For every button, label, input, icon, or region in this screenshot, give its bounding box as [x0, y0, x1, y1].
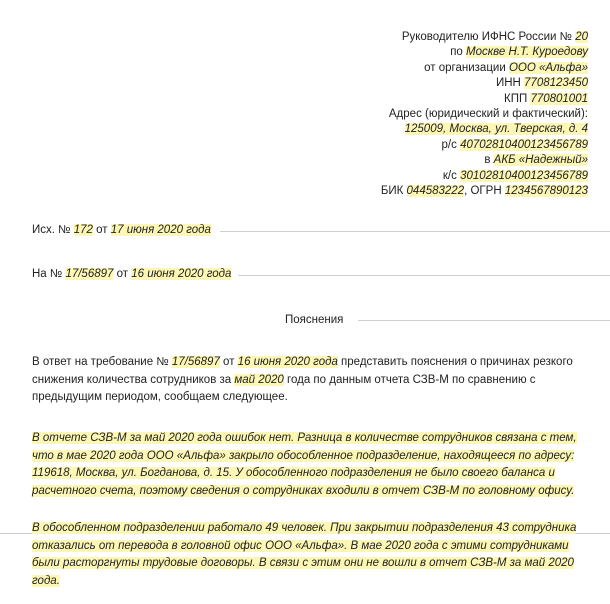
inn-line: ИНН 7708123450 — [495, 77, 588, 90]
ks-value: 30102810400123456789 — [460, 169, 588, 182]
incoming-date: 16 июня 2020 года — [131, 268, 232, 280]
divider — [358, 320, 610, 321]
sender-org: ООО «Альфа» — [508, 61, 588, 74]
rs-line: р/с 40702810400123456789 — [441, 138, 588, 151]
report-period: май 2020 — [234, 373, 284, 386]
rs-value: 40702810400123456789 — [460, 138, 588, 151]
divider — [238, 275, 610, 276]
outgoing-ref: Исх. № 172 от 17 июня 2020 года — [32, 224, 211, 236]
document-title: Пояснения — [285, 314, 344, 326]
addressee-line: Руководителю ИФНС России № 20 — [401, 31, 588, 43]
intro-paragraph: В ответ на требование № 17/56897 от 16 июня 2020 года представить пояснения о причинах резкого снижения количества сотрудников за май 2020 года по данным отчета СЗВ-М по сравнению с предыдущим периодом, сообщаем следующее. — [32, 356, 573, 403]
details-paragraph: В обособленном подразделении работало 49 человек. При закрытии подразделения 43 сотрудника отказались от перевода в головной офис ООО «Альфа». В мае 2020 года с этими сотрудниками были расторгнуты трудовые договоры. В связи с этим они не вошли в отчет СЗВ-М за май 2020 года. — [32, 522, 577, 587]
bik-value: 044583222 — [406, 185, 465, 198]
bank-line: в АКБ «Надежный» — [484, 154, 588, 167]
explanation-paragraph: В отчете СЗВ-М за май 2020 года ошибок нет. Разница в количестве сотрудников связана с тем, что в мае 2020 года ООО «Альфа» закрыло обособленное подразделение, находящееся по адресу: 119618, Москва, ул. Богданова, д. 15. У обособленного подразделения не было своего баланса и расчетного счета, поэтому сведения о сотрудниках входили в отчет СЗВ-М по головному офису. — [32, 432, 577, 497]
incoming-number: 17/56897 — [65, 268, 114, 280]
bank-value: АКБ «Надежный» — [493, 154, 588, 167]
ifns-number: 20 — [575, 31, 588, 43]
addressee-block — [228, 30, 588, 199]
kpp-line: КПП 770801001 — [504, 92, 588, 105]
requirement-date: 16 июня 2020 года — [237, 356, 338, 368]
addressee-name: Москве Н.Т. Куроедову — [466, 46, 588, 59]
ogrn-value: 1234567890123 — [504, 185, 588, 198]
requirement-number: 17/56897 — [171, 356, 220, 368]
ks-line: к/с 30102810400123456789 — [442, 169, 588, 182]
address-label: Адрес (юридический и фактический): — [388, 108, 588, 121]
incoming-ref: На № 17/56897 от 16 июня 2020 года — [32, 268, 232, 280]
addressee-city-line: по Москве Н.Т. Куроедову — [450, 46, 588, 59]
inn-value: 7708123450 — [524, 77, 588, 90]
outgoing-number: 172 — [73, 224, 93, 236]
address-value: 125009, Москва, ул. Тверская, д. 4 — [404, 123, 588, 136]
divider — [220, 231, 610, 232]
bik-ogrn-line: БИК 044583222, ОГРН 1234567890123 — [380, 185, 588, 198]
outgoing-date: 17 июня 2020 года — [110, 224, 211, 236]
kpp-value: 770801001 — [530, 92, 588, 105]
address-line — [228, 122, 588, 137]
sender-line: от организации ООО «Альфа» — [424, 61, 588, 74]
